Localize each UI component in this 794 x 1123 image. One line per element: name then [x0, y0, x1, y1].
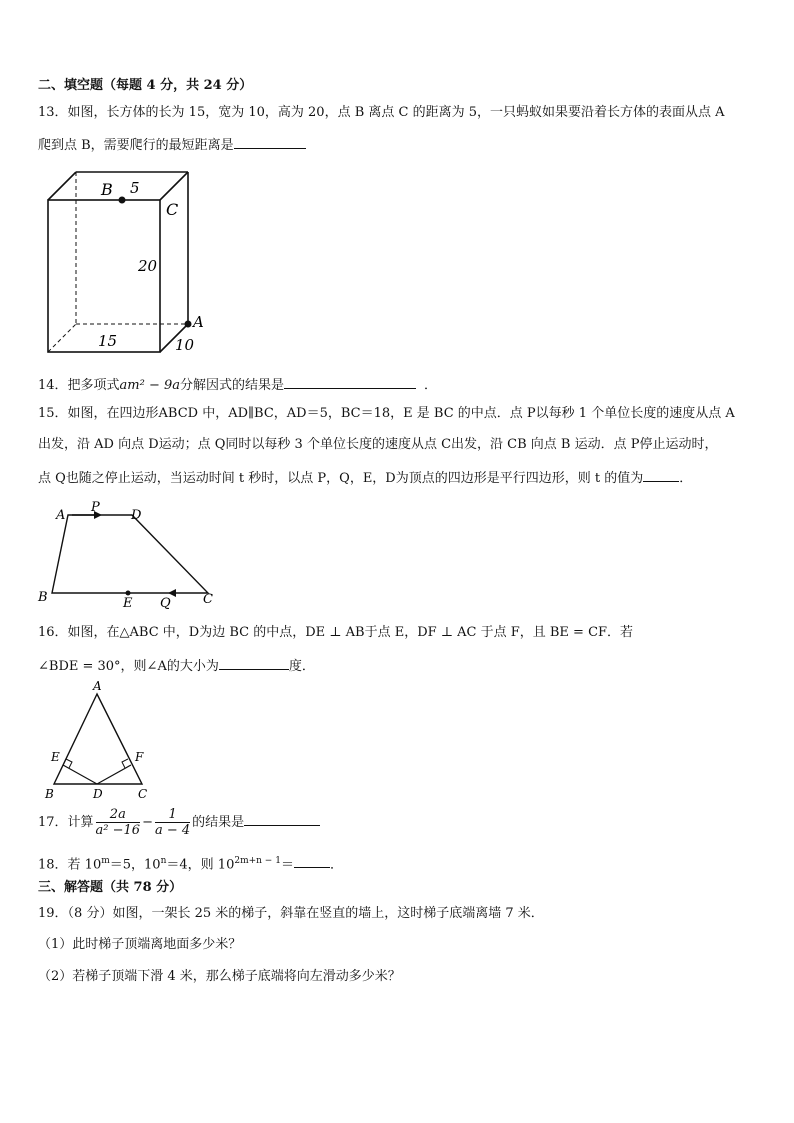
q18-exp-m: m	[101, 856, 110, 866]
q18-text	[38, 852, 343, 874]
q13-point-A	[185, 321, 192, 328]
q15-point-E	[126, 591, 131, 596]
q13-prompt: 爬到点 B，需要爬行的最短距离是	[38, 138, 234, 153]
q13-cuboid-figure	[40, 165, 220, 360]
q16-text-line1: 16．如图，在△ABC 中，D为边 BC 的中点，DE ⊥ AB于点 E，DF ⊥ AC 于点 F，且 BE = CF．若	[38, 625, 634, 640]
q16-label-E: E	[51, 750, 60, 764]
q13-label-10: 10	[175, 336, 195, 354]
q17-frac1-denominator: a² −16	[95, 823, 141, 838]
q17-answer-blank[interactable]	[244, 811, 320, 826]
q17-text	[38, 806, 320, 840]
q16-text-line2	[38, 655, 315, 676]
q13-text-line1: 13．如图，长方体的长为 15，宽为 10，高为 20，点 B 离点 C 的距离为 5，一只蚂蚁如果要沿着长方体的表面从点 A	[38, 105, 725, 120]
q16-label-C: C	[138, 787, 148, 801]
q17-prefix: 17．计算	[38, 815, 94, 830]
q15-label-C: C	[203, 592, 213, 607]
q15-quadrilateral-figure	[36, 497, 226, 612]
section-3-header: 三、解答题（共 78 分）	[38, 880, 183, 895]
q16-suffix: 度．	[288, 659, 315, 674]
q17-suffix: 的结果是	[192, 815, 245, 830]
q17-minus: −	[142, 815, 153, 830]
q15-label-D: D	[131, 508, 142, 523]
q17-fraction-2	[155, 807, 190, 838]
q19-text-line1: 19．（8 分）如图，一架长 25 米的梯子，斜靠在竖直的墙上，这时梯子底端离墙 7 米．	[38, 906, 544, 921]
q15-label-A: A	[56, 508, 66, 523]
q17-frac2-denominator: a − 4	[154, 823, 191, 838]
q15-label-Q: Q	[160, 596, 171, 611]
q15-text-line2: 出发，沿 AD 向点 D运动；点 Q同时以每秒 3 个单位长度的速度从点 C出发，沿 CB 向点 B 运动．点 P停止运动时，	[38, 437, 718, 452]
q14-prefix: 14．把多项式	[38, 378, 120, 393]
q13-label-20: 20	[138, 257, 158, 275]
q17-frac2-numerator: 1	[155, 807, 190, 823]
q13-label-5: 5	[130, 179, 140, 197]
q15-text-line1: 15．如图，在四边形ABCD 中，AD∥BC，AD＝5，BC＝18，E 是 BC 的中点．点 P以每秒 1 个单位长度的速度从点 A	[38, 406, 735, 421]
q15-end: ．	[679, 471, 693, 486]
q18-mid1: ＝5，10	[109, 857, 161, 873]
q13-label-15: 15	[98, 332, 118, 350]
q16-label-D: D	[93, 787, 103, 801]
q15-label-E: E	[123, 596, 133, 611]
q16-triangle-figure	[40, 680, 160, 802]
q16-label-F: F	[135, 750, 144, 764]
q17-frac1-numerator: 2a	[96, 807, 141, 823]
q14-text	[38, 374, 437, 395]
q13-label-B: B	[101, 180, 113, 199]
q15-text-line3	[38, 467, 692, 488]
q14-answer-blank[interactable]	[284, 374, 416, 389]
q18-mid2: ＝4，则 10	[166, 857, 235, 873]
q18-mid3: ＝	[280, 857, 294, 873]
q17-fraction-1	[96, 807, 141, 838]
q16-label-A: A	[93, 679, 102, 693]
q13-text-line2	[38, 134, 306, 155]
q13-answer-blank[interactable]	[234, 134, 306, 149]
q14-end: ．	[424, 378, 438, 393]
section-2-header: 二、填空题（每题 4 分，共 24 分）	[38, 78, 253, 93]
q19-subquestion-1: （1）此时梯子顶端离地面多少米？	[38, 937, 242, 952]
q13-label-C: C	[166, 200, 179, 219]
q16-prompt: ∠BDE = 30°，则∠A的大小为	[38, 659, 219, 674]
q14-expression: am² − 9a	[119, 378, 181, 393]
q18-exp-expression: 2m+n − 1	[234, 856, 281, 866]
q19-subquestion-2: （2）若梯子顶端下滑 4 米，那么梯子底端将向左滑动多少米？	[38, 969, 401, 984]
q15-answer-blank[interactable]	[643, 467, 679, 482]
q15-label-B: B	[38, 590, 48, 605]
q18-prefix: 18．若 10	[38, 857, 102, 873]
q16-label-B: B	[45, 787, 54, 801]
q16-answer-blank[interactable]	[219, 655, 289, 670]
q18-answer-blank[interactable]	[294, 853, 330, 868]
q13-point-B	[119, 197, 126, 204]
q13-label-A: A	[193, 313, 204, 331]
q18-exp-n: n	[160, 856, 167, 866]
q15-prompt: 点 Q也随之停止运动，当运动时间 t 秒时，以点 P，Q，E，D为顶点的四边形是平行四边形，则 t 的值为	[38, 471, 644, 486]
q14-suffix: 分解因式的结果是	[180, 378, 285, 393]
q15-label-P: P	[91, 500, 100, 515]
q18-end: ．	[329, 857, 343, 873]
